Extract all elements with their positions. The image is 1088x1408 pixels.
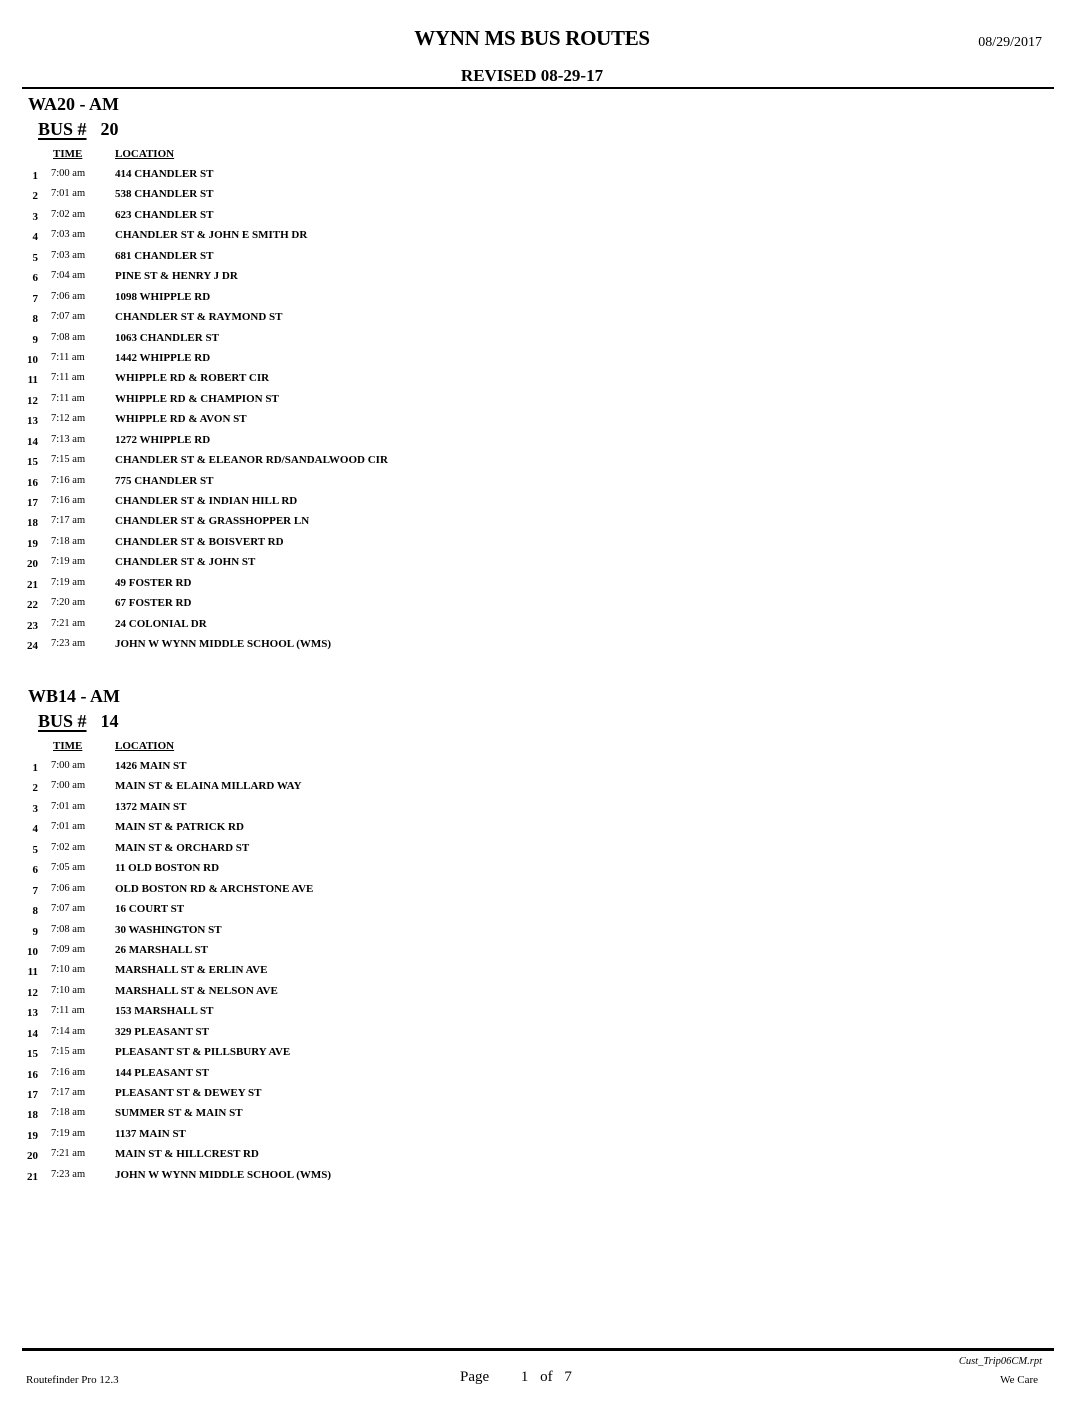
stop-location: 1063 CHANDLER ST: [115, 331, 219, 344]
stop-row: [0, 495, 800, 515]
stop-time: 7:11 am: [51, 392, 85, 404]
stop-number: 11: [27, 374, 38, 387]
stop-number: 19: [27, 537, 38, 550]
route-name: WA20 - AM: [28, 94, 119, 114]
stop-number: 14: [27, 435, 38, 448]
stop-row: [0, 1026, 800, 1046]
footer-tagline: We Care: [1000, 1374, 1038, 1386]
stop-location: 30 WASHINGTON ST: [115, 923, 222, 936]
stop-row: [0, 209, 800, 229]
stop-location: WHIPPLE RD & AVON ST: [115, 413, 247, 426]
stop-row: [0, 618, 800, 638]
stop-number: 20: [27, 558, 38, 571]
stop-number: 8: [32, 313, 38, 326]
stop-time: 7:06 am: [51, 882, 86, 894]
stop-row: [0, 985, 800, 1005]
stop-location: 144 PLEASANT ST: [115, 1066, 209, 1079]
stop-location: 67 FOSTER RD: [115, 597, 192, 610]
stop-row: [0, 577, 800, 597]
stop-number: 21: [27, 1170, 38, 1183]
stop-location: PLEASANT ST & PILLSBURY AVE: [115, 1046, 291, 1059]
stop-row: [0, 862, 800, 882]
stop-number: 3: [32, 210, 38, 223]
stop-number: 14: [27, 1027, 38, 1040]
software-version: Routefinder Pro 12.3: [26, 1374, 119, 1386]
revised-note: REVISED 08-29-17: [460, 66, 604, 85]
stop-time: 7:16 am: [51, 495, 86, 506]
stop-time: 7:19 am: [51, 576, 86, 588]
stop-time: 7:06 am: [51, 290, 86, 302]
stop-location: CHANDLER ST & JOHN ST: [115, 556, 256, 569]
stop-time: 7:08 am: [51, 923, 86, 935]
stop-row: [0, 556, 800, 576]
stop-location: 623 CHANDLER ST: [115, 208, 214, 221]
stop-row: [0, 1128, 800, 1148]
stop-time: 7:15 am: [51, 1046, 86, 1058]
stop-number: 23: [27, 619, 38, 632]
stop-number: 9: [32, 925, 38, 938]
stop-time: 7:03 am: [51, 229, 86, 241]
bus-label: BUS #: [38, 711, 87, 731]
stop-row: [0, 291, 800, 311]
stop-time: 7:11 am: [51, 351, 85, 363]
stop-row: [0, 801, 800, 821]
stop-row: [0, 1046, 800, 1066]
stop-row: [0, 434, 800, 454]
header-divider: [22, 87, 1054, 89]
stop-time: 7:03 am: [51, 249, 86, 261]
stop-time: 7:16 am: [51, 474, 86, 486]
stop-location: PLEASANT ST & DEWEY ST: [115, 1087, 262, 1099]
stop-row: [0, 964, 800, 984]
stop-number: 19: [27, 1129, 38, 1142]
stop-number: 1: [32, 762, 38, 774]
stop-location: 1442 WHIPPLE RD: [115, 351, 211, 364]
stop-location: JOHN W WYNN MIDDLE SCHOOL (WMS): [115, 638, 332, 651]
stop-time: 7:00 am: [51, 168, 86, 179]
stop-location: MAIN ST & ELAINA MILLARD WAY: [115, 780, 302, 793]
stop-number: 8: [32, 905, 38, 918]
stop-row: [0, 821, 800, 841]
bus-number: 20: [100, 119, 119, 139]
stop-time: 7:11 am: [51, 1005, 85, 1017]
stop-number: 16: [27, 1068, 38, 1081]
page-indicator: [460, 1369, 572, 1386]
stop-number: 17: [27, 497, 38, 509]
bus-label: BUS #: [38, 119, 87, 139]
stop-number: 21: [27, 578, 38, 591]
stop-row: [0, 229, 800, 249]
stop-time: 7:17 am: [51, 515, 86, 527]
stop-location: 49 FOSTER RD: [115, 576, 192, 589]
stop-location: WHIPPLE RD & ROBERT CIR: [115, 372, 270, 385]
stop-location: MARSHALL ST & ERLIN AVE: [115, 964, 268, 977]
stop-location: CHANDLER ST & RAYMOND ST: [115, 311, 283, 324]
footer-divider: [22, 1348, 1054, 1351]
stop-row: [0, 372, 800, 392]
stop-location: MAIN ST & PATRICK RD: [115, 821, 244, 834]
stop-number: 2: [32, 190, 38, 203]
stop-time: 7:01 am: [51, 800, 86, 812]
stop-row: [0, 944, 800, 964]
report-title: WYNN MS BUS ROUTES: [414, 26, 650, 50]
stop-number: 12: [27, 986, 38, 999]
location-column-header: LOCATION: [115, 148, 175, 160]
stop-number: 5: [32, 843, 38, 856]
stop-location: CHANDLER ST & GRASSHOPPER LN: [115, 515, 310, 528]
stop-time: 7:18 am: [51, 535, 86, 547]
stop-location: 16 COURT ST: [115, 903, 185, 916]
stop-row: [0, 760, 800, 780]
page-current: 1: [520, 1369, 529, 1385]
stop-number: 10: [27, 945, 38, 958]
stop-time: 7:08 am: [51, 331, 86, 343]
page-total: 7: [564, 1369, 572, 1385]
stop-row: [0, 597, 800, 617]
stop-location: 153 MARSHALL ST: [115, 1005, 214, 1018]
stop-number: 15: [27, 1048, 38, 1061]
stop-number: 13: [27, 415, 38, 428]
stop-number: 1: [32, 170, 38, 182]
stop-location: 538 CHANDLER ST: [115, 188, 214, 201]
stop-number: 13: [27, 1007, 38, 1020]
stop-time: 7:02 am: [51, 841, 86, 853]
stop-number: 12: [27, 394, 38, 407]
stop-number: 9: [32, 333, 38, 346]
stop-number: 15: [27, 456, 38, 469]
stop-time: 7:11 am: [51, 372, 85, 384]
stop-time: 7:10 am: [51, 964, 86, 976]
stop-time: 7:05 am: [51, 862, 86, 874]
stop-location: WHIPPLE RD & CHAMPION ST: [115, 392, 279, 405]
stop-location: 414 CHANDLER ST: [115, 168, 214, 180]
stop-time: 7:21 am: [51, 617, 86, 629]
stop-time: 7:23 am: [51, 638, 86, 650]
stop-number: 6: [32, 272, 38, 285]
stop-time: 7:23 am: [51, 1168, 86, 1180]
bus-line: [38, 119, 119, 140]
stop-number: 6: [32, 864, 38, 877]
stop-number: 22: [27, 599, 38, 612]
stop-location: 1426 MAIN ST: [115, 760, 187, 772]
stop-number: 18: [27, 517, 38, 530]
stop-location: 681 CHANDLER ST: [115, 249, 214, 262]
time-column-header: TIME: [53, 740, 83, 752]
stop-time: 7:15 am: [51, 454, 86, 466]
stop-time: 7:17 am: [51, 1087, 86, 1098]
stop-row: [0, 780, 800, 800]
route-name: WB14 - AM: [28, 686, 120, 706]
stop-row: [0, 1005, 800, 1025]
stop-time: 7:00 am: [51, 760, 86, 771]
location-column-header: LOCATION: [115, 740, 175, 752]
stop-time: 7:10 am: [51, 984, 86, 996]
stop-row: [0, 413, 800, 433]
stop-row: [0, 311, 800, 331]
time-column-header: TIME: [53, 148, 83, 160]
stop-time: 7:14 am: [51, 1025, 86, 1037]
stop-location: 775 CHANDLER ST: [115, 474, 214, 487]
stop-number: 5: [32, 251, 38, 264]
stop-time: 7:19 am: [51, 556, 86, 568]
stop-time: 7:00 am: [51, 780, 86, 792]
stop-location: 329 PLEASANT ST: [115, 1025, 209, 1038]
stop-row: [0, 1169, 800, 1189]
stop-number: 7: [32, 292, 38, 305]
stop-location: 11 OLD BOSTON RD: [115, 862, 220, 875]
stop-row: [0, 924, 800, 944]
stop-location: 26 MARSHALL ST: [115, 943, 208, 956]
stop-location: MAIN ST & HILLCREST RD: [115, 1148, 259, 1161]
stop-location: JOHN W WYNN MIDDLE SCHOOL (WMS): [115, 1168, 332, 1181]
stop-time: 7:04 am: [51, 270, 86, 282]
stop-row: [0, 454, 800, 474]
stop-row: [0, 250, 800, 270]
stop-time: 7:13 am: [51, 433, 86, 445]
stop-row: [0, 352, 800, 372]
stop-time: 7:12 am: [51, 413, 86, 425]
stop-row: [0, 475, 800, 495]
stop-list: [0, 760, 800, 1189]
stop-time: 7:01 am: [51, 188, 86, 200]
stop-location: CHANDLER ST & INDIAN HILL RD: [115, 495, 298, 507]
stop-location: CHANDLER ST & ELEANOR RD/SANDALWOOD CIR: [115, 454, 388, 467]
stop-number: 10: [27, 353, 38, 366]
stop-row: [0, 1148, 800, 1168]
stop-number: 3: [32, 802, 38, 815]
report-file-name: Cust_Trip06CM.rpt: [958, 1356, 1042, 1367]
stop-row: [0, 168, 800, 188]
stop-number: 4: [32, 231, 38, 244]
stop-number: 17: [27, 1089, 38, 1101]
stop-number: 18: [27, 1109, 38, 1122]
stop-location: MARSHALL ST & NELSON AVE: [115, 984, 278, 997]
stop-time: 7:16 am: [51, 1066, 86, 1078]
stop-location: 24 COLONIAL DR: [115, 617, 207, 630]
stop-time: 7:21 am: [51, 1148, 86, 1160]
stop-number: 20: [27, 1150, 38, 1163]
stop-row: [0, 903, 800, 923]
stop-time: 7:09 am: [51, 943, 86, 955]
stop-row: [0, 332, 800, 352]
stop-number: 4: [32, 823, 38, 836]
bus-line: [38, 711, 119, 732]
stop-location: 1137 MAIN ST: [115, 1127, 186, 1140]
stop-row: [0, 188, 800, 208]
stop-time: 7:07 am: [51, 311, 86, 323]
stop-row: [0, 393, 800, 413]
stop-location: OLD BOSTON RD & ARCHSTONE AVE: [115, 882, 314, 895]
stop-row: [0, 1067, 800, 1087]
stop-row: [0, 883, 800, 903]
stop-number: 2: [32, 782, 38, 795]
stop-time: 7:01 am: [51, 821, 86, 833]
stop-time: 7:02 am: [51, 208, 86, 220]
report-date: 08/29/2017: [978, 35, 1042, 50]
stop-time: 7:18 am: [51, 1107, 86, 1119]
stop-location: PINE ST & HENRY J DR: [115, 270, 238, 283]
stop-row: [0, 638, 800, 658]
stop-location: CHANDLER ST & BOISVERT RD: [115, 535, 284, 548]
stop-time: 7:07 am: [51, 903, 86, 915]
stop-location: 1272 WHIPPLE RD: [115, 433, 211, 446]
stop-time: 7:19 am: [51, 1127, 86, 1139]
stop-list: [0, 168, 800, 659]
stop-number: 7: [32, 884, 38, 897]
stop-number: 16: [27, 476, 38, 489]
stop-row: [0, 1107, 800, 1127]
stop-number: 11: [27, 966, 38, 979]
stop-row: [0, 515, 800, 535]
stop-location: 1098 WHIPPLE RD: [115, 290, 211, 303]
stop-row: [0, 842, 800, 862]
stop-time: 7:20 am: [51, 597, 86, 609]
stop-row: [0, 270, 800, 290]
stop-number: 24: [27, 640, 38, 653]
stop-location: 1372 MAIN ST: [115, 800, 187, 813]
page-label: Page: [460, 1369, 490, 1385]
stop-location: SUMMER ST & MAIN ST: [115, 1107, 243, 1120]
stop-row: [0, 536, 800, 556]
bus-number: 14: [100, 711, 119, 731]
stop-location: CHANDLER ST & JOHN E SMITH DR: [115, 229, 308, 242]
page-of: of: [540, 1369, 553, 1385]
stop-row: [0, 1087, 800, 1107]
stop-location: MAIN ST & ORCHARD ST: [115, 841, 250, 854]
